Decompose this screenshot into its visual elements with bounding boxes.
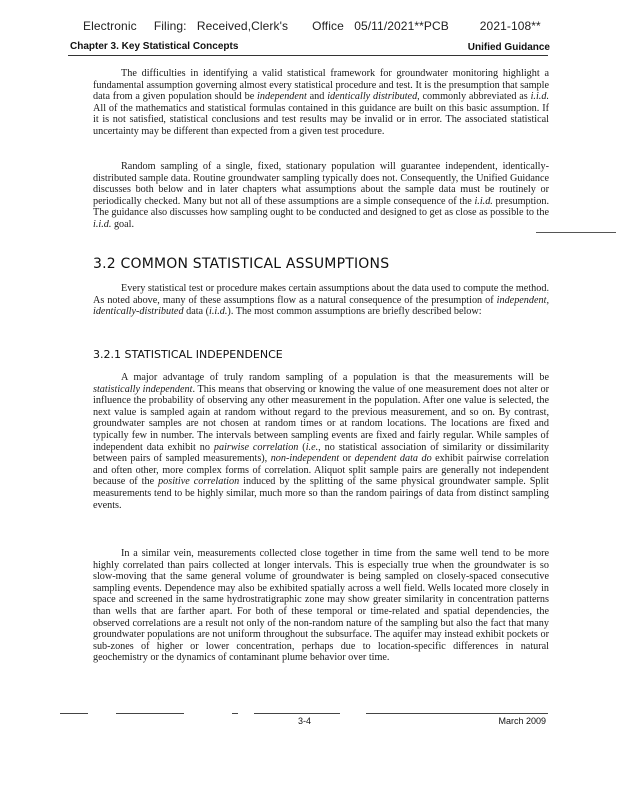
section-heading: 3.2 COMMON STATISTICAL ASSUMPTIONS: [93, 256, 390, 272]
independence-paragraph-1: A major advantage of truly random sampling of a population is that the measurements will be statistically independent. This means that observing or knowing the value of one measurement does not alter or influence the probability of observing any other measurement in the population. After one value is selected, the next value is sampled again at random without regard to the previous measurement, and so on. By contrast, groundwater samples are not chosen at random times or at random locations. The locations are fixed and typically few in number. The intervals between sampling events are fixed and fairly regular. While samples of independent data exhibit no pairwise correlation (i.e., no statistical association of similarity or dissimilarity between pairs of sampled measurements), non-independent or dependent data do exhibit pairwise correlation and often other, more complex forms of correlation. Aliquot split sample pairs are generally not independent because of the positive correlation induced by the splitting of the same physical groundwater sample. Split measurements tend to be highly similar, much more so than the random pairings of data from distinct sampling events.: [93, 372, 550, 511]
section-paragraph: Every statistical test or procedure makes certain assumptions about the data used to compute the method. As noted above, many of these assumptions flow as a natural consequence of the presumption of independent, identically-distributed data (i.i.d.). The most common assumptions are briefly described below:: [93, 283, 549, 318]
footer-rule: [116, 713, 184, 714]
independence-paragraph-2: In a similar vein, measurements collected close together in time from the same well tend to be more highly correlated than pairs collected at longer intervals. This is especially true when the groundwater is so slow-moving that the same general volume of groundwater is being sampled on closely-spaced consecutive sampling events. Dependence may also be exhibited spatially across a well field. Wells located more closely in space and screened in the same hydrostratigraphic zone may show greater similarity in concentration patterns than wells that are farther apart. For both of these temporal or time-related and spatial dependencies, the observed correlations are a result not only of the non-random nature of the sampling but also the fact that many groundwater populations are not uniform throughout the subsurface. The aquifer may instead exhibit pockets or sub-zones of higher or lower concentration, perhaps due to location-specific differences in natural geochemistry or the dynamics of contaminant plume behavior over time.: [93, 548, 549, 664]
page-number: 3-4: [298, 716, 312, 726]
intro-paragraph-1: The difficulties in identifying a valid statistical framework for groundwater monitoring highlight a fundamental assumption governing almost every statistical procedure and test. It is the presumption that sample data from a given population should be independent and identically distributed, commonly abbreviated as i.i.d. All of the mathematics and statistical formulas contained in this guidance are built on this basic assumption. If it is not satisfied, statistical conclusions and test results may be invalid or in error. The associated statistical uncertainty may be different than expected from a given test procedure.: [93, 68, 549, 137]
filing-stamp: Electronic Filing: Received,Clerk's Office 05/11/2021**PCB 2021-108**: [83, 19, 541, 33]
footer-rule: [60, 713, 88, 714]
intro-paragraph-2: Random sampling of a single, fixed, stationary population will guarantee independent, identically-distributed sample data. Routine groundwater sampling typically does not. Consequently, the Unified Guidance discusses both below and in later chapters what assumptions about the sample data must be routinely or periodically checked. Many but not all of these assumptions are a simple consequence of the i.i.d. presumption. The guidance also discusses how sampling ought to be conducted and designed to get as close as possible to the i.i.d. goal.: [93, 161, 549, 230]
chapter-header: Chapter 3. Key Statistical Concepts: [70, 41, 239, 52]
footer-rule: [232, 713, 238, 714]
header-rule: [68, 55, 548, 56]
footer-rule: [366, 713, 548, 714]
footer-date: March 2009: [498, 716, 546, 726]
guidance-header: Unified Guidance: [467, 42, 550, 53]
margin-mark: [536, 232, 616, 233]
footer-rule: [254, 713, 340, 714]
subsection-heading: 3.2.1 STATISTICAL INDEPENDENCE: [93, 348, 283, 361]
